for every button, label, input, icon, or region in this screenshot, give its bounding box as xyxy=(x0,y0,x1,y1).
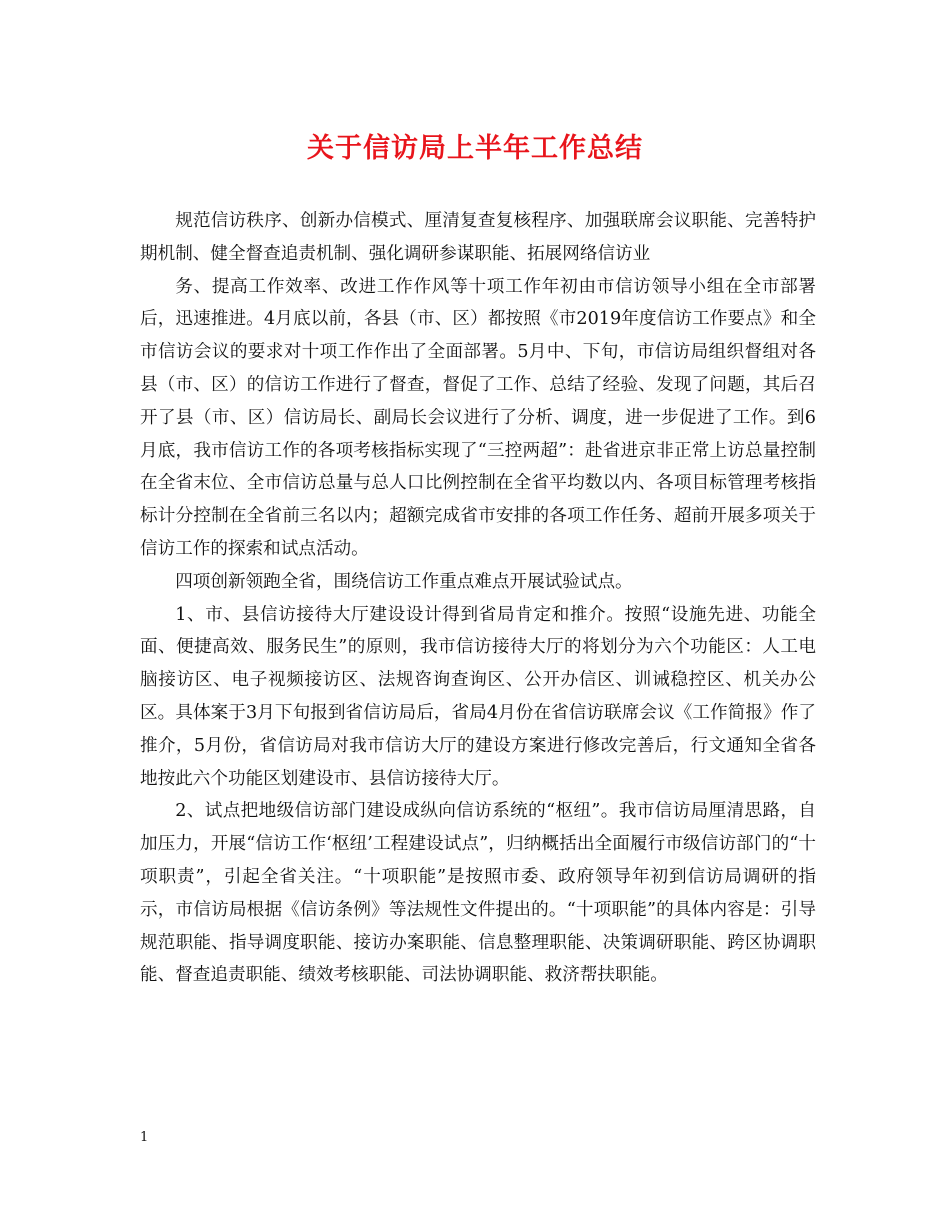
paragraph: 务、提高工作效率、改进工作作风等十项工作年初由市信访领导小组在全市部署后，迅速推进。4月底以前，各县（市、区）都按照《市2019年度信访工作要点》和全市信访会议的要求对十项工作作出了全面部署。5月中、下旬，市信访局组织督组对各县（市、区）的信访工作进行了督查，督促了工作、总结了经验、发现了问题，其后召开了县（市、区）信访局长、副局长会议进行了分析、调度，进一步促进了工作。到6月底，我市信访工作的各项考核指标实现了“三控两超”：赴省进京非正常上访总量控制在全省末位、全市信访总量与总人口比例控制在全省平均数以内、各项目标管理考核指标计分控制在全省前三名以内；超额完成省市安排的各项工作任务、超前开展多项关于信访工作的探索和试点活动。 xyxy=(140,276,816,559)
paragraph: 2、试点把地级信访部门建设成纵向信访系统的“枢纽”。我市信访局厘清思路，自加压力，开展“信访工作‘枢纽’工程建设试点”，归纳概括出全面履行市级信访部门的“十项职责”，引起全省关注。“十项职能”是按照市委、政府领导年初到信访局调研的指示，市信访局根据《信访条例》等法规性文件提出的。“十项职能”的具体内容是：引导规范职能、指导调度职能、接访办案职能、信息整理职能、决策调研职能、跨区协调职能、督查追责职能、绩效考核职能、司法协调职能、救济帮扶职能。 xyxy=(140,801,816,986)
paragraph: 1、市、县信访接待大厅建设设计得到省局肯定和推介。按照“设施先进、功能全面、便捷高效、服务民生”的原则，我市信访接待大厅的将划分为六个功能区：人工电脑接访区、电子视频接访区、法规咨询查询区、公开办信区、训诫稳控区、机关办公区。具体案于3月下旬报到省信访局后，省局4月份在省信访联席会议《工作简报》作了推介，5月份，省信访局对我市信访大厅的建设方案进行修改完善后，行文通知全省各地按此六个功能区划建设市、县信访接待大厅。 xyxy=(140,604,816,789)
document-body xyxy=(140,205,816,992)
paragraph: 四项创新领跑全省，围绕信访工作重点难点开展试验试点。 xyxy=(175,571,633,592)
document-title: 关于信访局上半年工作总结 xyxy=(307,133,643,164)
page-number: 1 xyxy=(140,1130,149,1145)
paragraph: 规范信访秩序、创新办信模式、厘清复查复核程序、加强联席会议职能、完善特护期机制、健全督查追责机制、强化调研参谋职能、拓展网络信访业 xyxy=(140,211,816,264)
